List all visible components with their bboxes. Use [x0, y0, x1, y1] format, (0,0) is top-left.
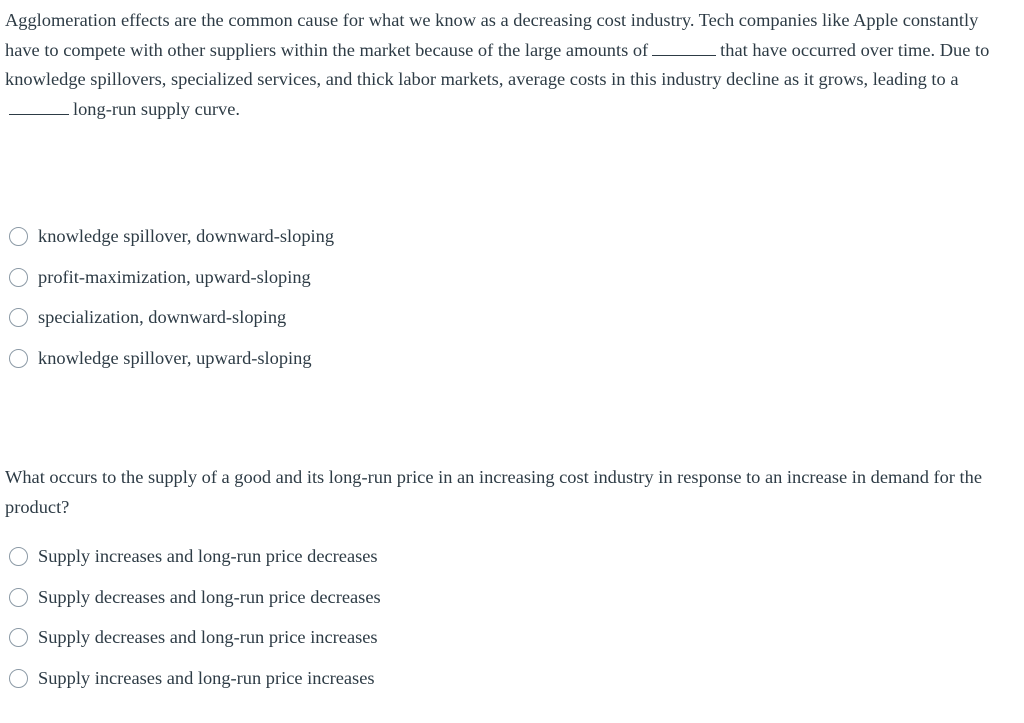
answer-label: profit-maximization, upward-sloping	[38, 266, 311, 287]
answer-label: Supply increases and long-run price increases	[38, 667, 375, 688]
question-2-answer-1[interactable]	[9, 536, 381, 577]
answer-label: knowledge spillover, downward-sloping	[38, 225, 335, 246]
question-1-answer-1[interactable]	[9, 216, 334, 257]
answer-label: specialization, downward-sloping	[38, 307, 287, 328]
fill-in-blank-1	[652, 54, 716, 56]
radio-button[interactable]	[9, 588, 28, 607]
answer-label: Supply decreases and long-run price increases	[38, 627, 378, 648]
question-2-answer-3[interactable]	[9, 617, 381, 658]
answer-label: Supply increases and long-run price decreases	[38, 545, 378, 566]
question-1-answer-4[interactable]	[9, 338, 334, 379]
radio-button[interactable]	[9, 547, 28, 566]
question-1-segment-1: Agglomeration effects are the common cause for what we know as a decreasing cost industry. Tech companies like Apple constantly have to compete with other suppliers within the market because of the large amounts of	[5, 10, 979, 60]
question-1-segment-2: that have occurred over time. Due to knowledge spillovers, specialized services, and thick labor markets, average costs in this industry decline as it grows, leading to a	[5, 39, 990, 89]
question-1-segment-3: long-run supply curve.	[73, 98, 241, 119]
question-1-answer-list	[9, 216, 334, 379]
radio-button[interactable]	[9, 349, 28, 368]
radio-button[interactable]	[9, 669, 28, 688]
answer-label: knowledge spillover, upward-sloping	[38, 347, 312, 368]
question-1-answer-3[interactable]	[9, 297, 334, 338]
radio-button[interactable]	[9, 268, 28, 287]
question-2-text: What occurs to the supply of a good and its long-run price in an increasing cost industry in response to an increase in demand for the product?	[5, 467, 982, 517]
radio-button[interactable]	[9, 227, 28, 246]
question-1-answer-2[interactable]	[9, 257, 334, 298]
question-2-answer-2[interactable]	[9, 577, 381, 618]
answer-label: Supply decreases and long-run price decreases	[38, 586, 381, 607]
question-1-text	[5, 6, 1015, 124]
question-2-answer-list	[9, 536, 381, 699]
radio-button[interactable]	[9, 628, 28, 647]
fill-in-blank-2	[9, 113, 69, 115]
question-2-answer-4[interactable]	[9, 658, 381, 699]
radio-button[interactable]	[9, 308, 28, 327]
